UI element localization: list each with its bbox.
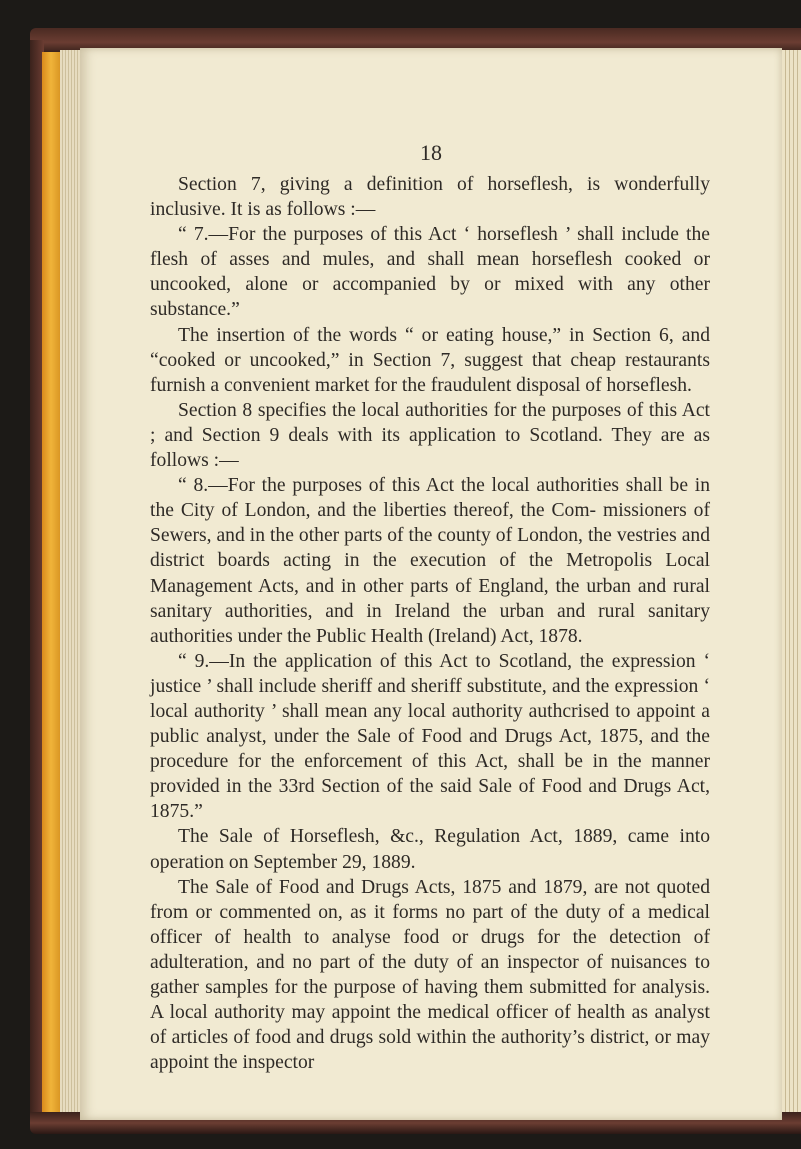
paragraph: Section 7, giving a definition of horseflesh, is wonderfully inclusive. It is as follows :— [150, 174, 710, 221]
paragraph: The insertion of the words “ or eating house,” in Section 6, and “cooked or uncooked,” in Section 7, suggest that cheap restaurants furnish a convenient market for the fraudulent disposal of horseflesh. [150, 324, 710, 396]
paragraph: Section 8 specifies the local authorities for the purposes of this Act ; and Section 9 deals with its application to Scotland. They are as follows :— [150, 399, 710, 472]
book-spine [42, 52, 62, 1122]
paragraph: “ 8.—For the purposes of this Act the local authorities shall be in the City of London, and the liberties thereof, the Com- missioners of Sewers, and in the other parts of the county of London, the vestries and district boards acting in the execution of the Metropolis Local Management Acts, and in other parts of England, the urban and rural sanitary authorities, and in Ireland the urban and rural sanitary authorities under the Public Health (Ireland) Act, 1878. [150, 475, 710, 647]
paragraph: “ 7.—For the purposes of this Act ‘ horseflesh ’ shall include the flesh of asses and mules, and shall mean horseflesh cooked or uncooked, alone or accompanied by or mixed with any other substance.” [150, 224, 710, 321]
paragraph: The Sale of Horseflesh, &c., Regulation Act, 1889, came into operation on September 29, 1889. [150, 826, 710, 873]
paragraph: “ 9.—In the application of this Act to Scotland, the expression ‘ justice ’ shall include sheriff and sheriff substitute, and the expression ‘ local authority ’ shall mean any local authority authcrised to appoint a public analyst, under the Sale of Food and Drugs Act, 1875, and the procedure for the enforcement of this Act, shall be in the manner provided in the 33rd Section of the said Sale of Food and Drugs Act, 1875.” [150, 650, 710, 823]
page-number: 18 [420, 140, 442, 165]
body-text [150, 172, 710, 1075]
paragraph: The Sale of Food and Drugs Acts, 1875 and 1879, are not quoted from or commented on, as it forms no part of the duty of a medical officer of health to analyse food or drugs for the detection of adulteration, and no part of the duty of an inspector of nuisances to gather samples for the purpose of having them submitted for analysis. A local authority may appoint the medical officer of health as analyst of articles of food and drugs sold within the authority’s district, or may appoint the inspector [150, 876, 710, 1074]
